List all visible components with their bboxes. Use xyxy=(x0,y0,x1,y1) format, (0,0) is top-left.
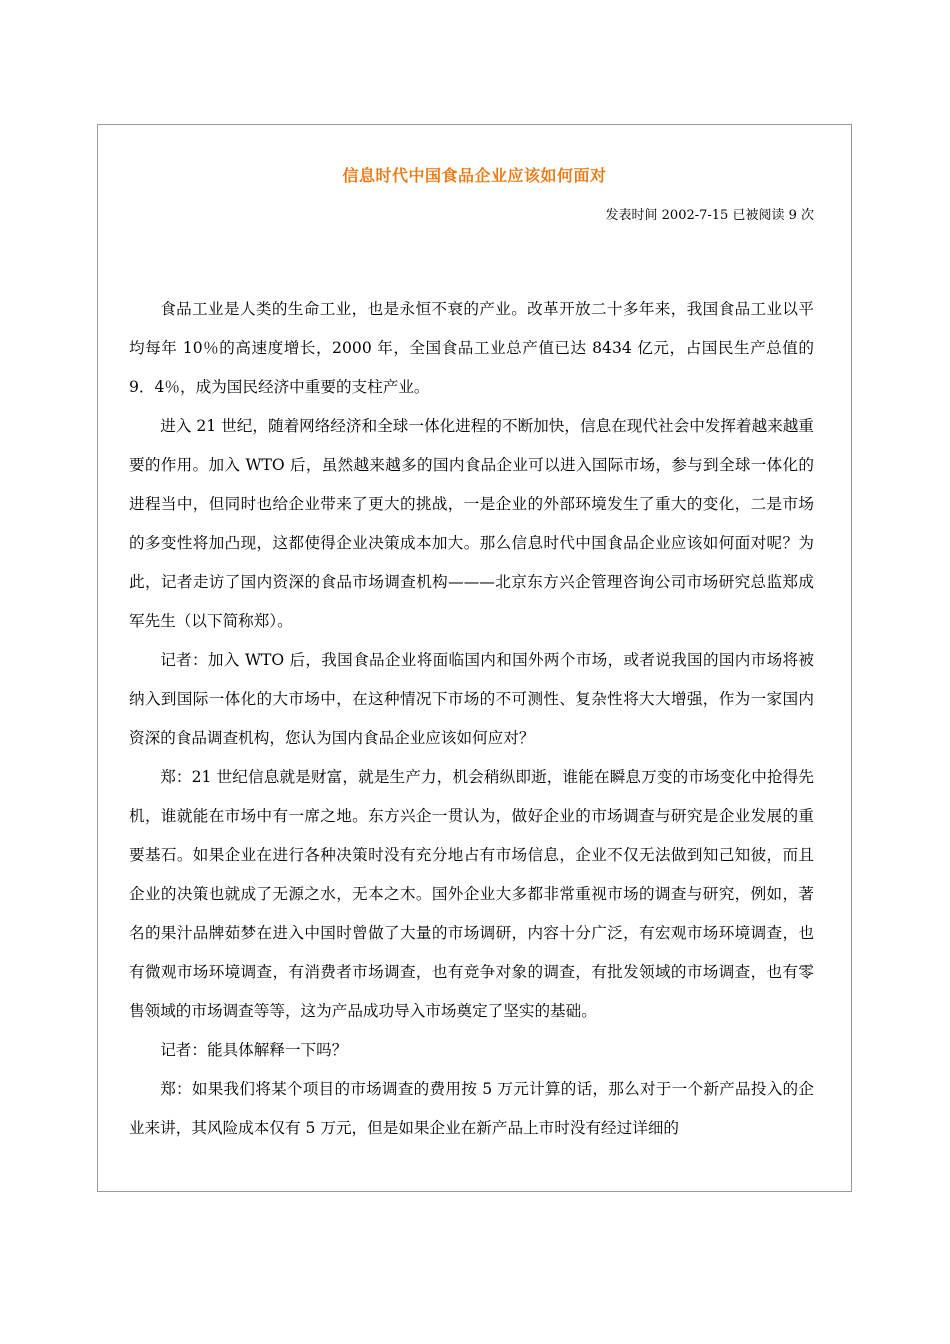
paragraph: 记者：加入 WTO 后，我国食品企业将面临国内和国外两个市场，或者说我国的国内市场将被纳入到国际一体化的大市场中，在这种情况下市场的不可测性、复杂性将大大增强，作为一家国内资深的食品调查机构，您认为国内食品企业应该如何应对？ xyxy=(129,651,814,747)
article-body xyxy=(129,290,814,1148)
paragraph: 进入 21 世纪，随着网络经济和全球一体化进程的不断加快，信息在现代社会中发挥着越来越重要的作用。加入 WTO 后，虽然越来越多的国内食品企业可以进入国际市场，参与到全球一体化的进程当中，但同时也给企业带来了更大的挑战，一是企业的外部环境发生了重大的变化，二是市场的多变性将加凸现，这都使得企业决策成本加大。那么信息时代中国食品企业应该如何面对呢？为此，记者走访了国内资深的食品市场调查机构———北京东方兴企管理咨询公司市场研究总监郑成军先生（以下简称郑）。 xyxy=(129,417,814,630)
article-title: 信息时代中国食品企业应该如何面对 xyxy=(342,166,607,185)
article-frame xyxy=(97,124,852,1192)
paragraph: 郑：21 世纪信息就是财富，就是生产力，机会稍纵即逝，谁能在瞬息万变的市场变化中抢得先机，谁就能在市场中有一席之地。东方兴企一贯认为，做好企业的市场调查与研究是企业发展的重要基石。如果企业在进行各种决策时没有充分地占有市场信息，企业不仅无法做到知己知彼，而且企业的决策也就成了无源之水，无本之木。国外企业大多都非常重视市场的调查与研究，例如，著名的果汁品牌茹梦在进入中国时曾做了大量的市场调研，内容十分广泛，有宏观市场环境调查，也有微观市场环境调查，有消费者市场调查，也有竞争对象的调查，有批发领域的市场调查，也有零售领域的市场调查等等，这为产品成功导入市场奠定了坚实的基础。 xyxy=(129,768,814,1020)
paragraph: 郑：如果我们将某个项目的市场调查的费用按 5 万元计算的话，那么对于一个新产品投入的企业来讲，其风险成本仅有 5 万元，但是如果企业在新产品上市时没有经过详细的 xyxy=(129,1080,814,1137)
paragraph: 记者：能具体解释一下吗？ xyxy=(160,1041,348,1059)
paragraph: 食品工业是人类的生命工业，也是永恒不衰的产业。改革开放二十多年来，我国食品工业以平均每年 10％的高速度增长，2000 年，全国食品工业总产值已达 8434 亿元，占国民生产总值的 9．4％，成为国民经济中重要的支柱产业。 xyxy=(129,300,814,396)
article-meta: 发表时间 2002-7-15 已被阅读 9 次 xyxy=(605,208,814,223)
